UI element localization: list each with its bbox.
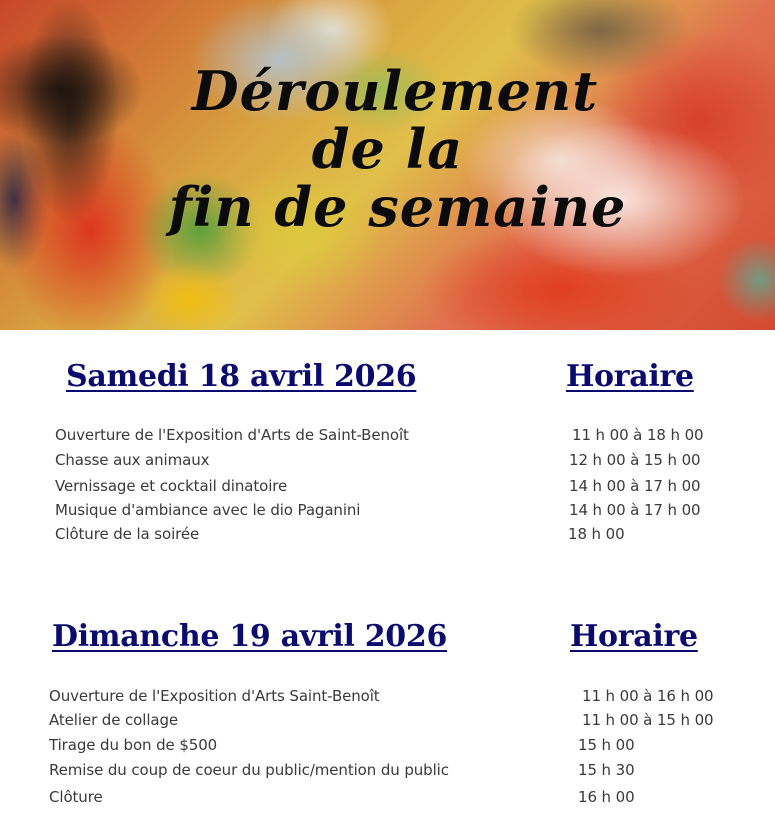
saturday-event-5-label: Clôture de la soirée xyxy=(55,525,200,543)
saturday-day-title: Samedi 18 avril 2026 xyxy=(66,359,417,394)
saturday-event-1-label: Ouverture de l'Exposition d'Arts de Saint-Benoît xyxy=(55,426,409,444)
saturday-event-2-time: 12 h 00 à 15 h 00 xyxy=(569,451,701,469)
sunday-event-1-time: 11 h 00 à 16 h 00 xyxy=(582,687,714,705)
sunday-event-5-label: Clôture xyxy=(49,788,103,806)
sunday-event-4-label: Remise du coup de coeur du public/mention du public xyxy=(49,761,449,779)
saturday-event-5-time: 18 h 00 xyxy=(568,525,625,543)
banner-title-line-2: de la xyxy=(311,117,464,181)
sunday-event-3-time: 15 h 00 xyxy=(578,736,635,754)
saturday-event-3-time: 14 h 00 à 17 h 00 xyxy=(569,477,701,495)
banner-title-line-3: fin de semaine xyxy=(168,175,627,239)
sunday-event-2-time: 11 h 00 à 15 h 00 xyxy=(582,711,714,729)
saturday-event-4-time: 14 h 00 à 17 h 00 xyxy=(569,501,701,519)
sunday-event-2-label: Atelier de collage xyxy=(49,711,179,729)
saturday-schedule-header: Horaire xyxy=(566,359,694,394)
sunday-event-5-time: 16 h 00 xyxy=(578,788,635,806)
sunday-schedule-header: Horaire xyxy=(570,619,698,654)
saturday-event-4-label: Musique d'ambiance avec le dio Paganini xyxy=(55,501,361,519)
sunday-event-3-label: Tirage du bon de $500 xyxy=(49,736,218,754)
banner-title-line-1: Déroulement xyxy=(191,59,599,123)
saturday-event-3-label: Vernissage et cocktail dinatoire xyxy=(55,477,288,495)
saturday-event-2-label: Chasse aux animaux xyxy=(55,451,210,469)
banner-title xyxy=(0,59,775,239)
sunday-day-title: Dimanche 19 avril 2026 xyxy=(52,619,448,654)
sunday-event-1-label: Ouverture de l'Exposition d'Arts Saint-Benoît xyxy=(49,687,380,705)
saturday-event-1-time: 11 h 00 à 18 h 00 xyxy=(572,426,704,444)
header-banner-painted-background xyxy=(0,0,775,330)
sunday-event-4-time: 15 h 30 xyxy=(578,761,635,779)
